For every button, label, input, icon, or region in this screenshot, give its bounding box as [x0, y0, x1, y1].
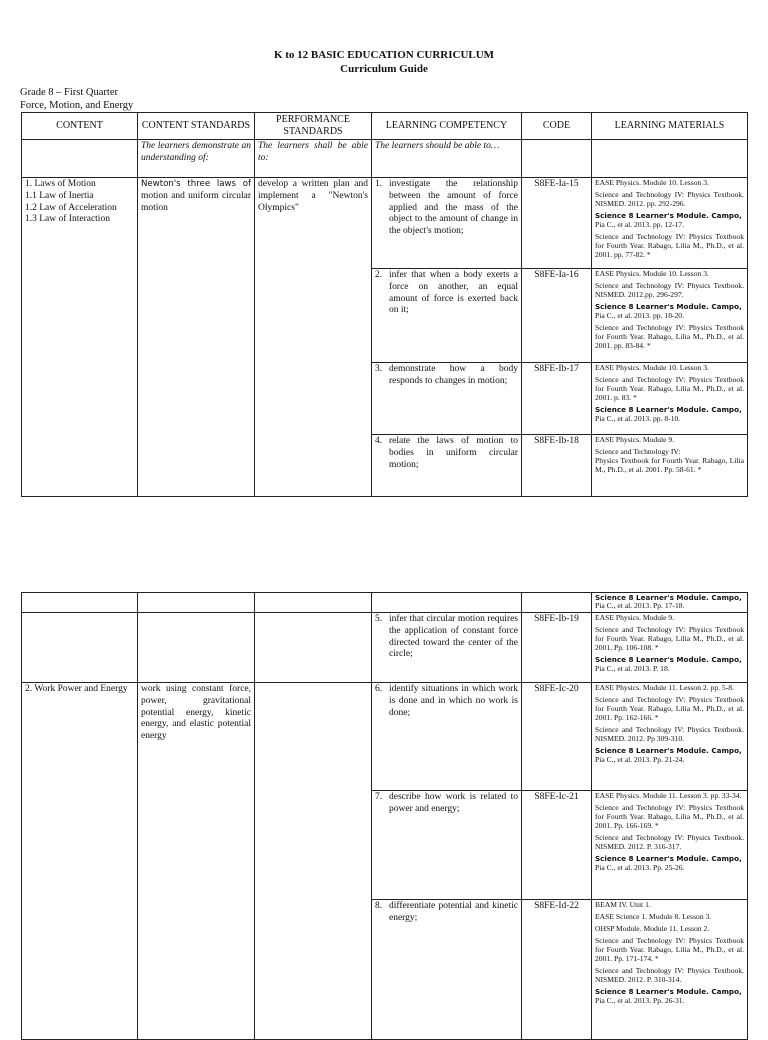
material-entry: Pia C., et al. 2013. pp. 8-10.	[595, 413, 681, 423]
competency-cell	[372, 613, 522, 683]
competency-code: S8FE-Id-22	[522, 900, 592, 1040]
content-cell-work-power-energy: 2. Work Power and Energy	[22, 683, 138, 1040]
material-entry: Science 8 Learner's Module. Campo,	[595, 987, 742, 997]
competency-text: describe how work is related to power and energy;	[389, 792, 518, 815]
material-entry: Science and Technology IV: Physics Textbook. NISMED. 2012. P. 310-314.	[595, 966, 744, 985]
material-entry: Science and Technology IV: Physics Textbook. NISMED. 2012. Pp 309-310.	[595, 725, 744, 744]
material-entry: EASE Physics. Module 11. Lesson 3. pp. 33-34.	[595, 791, 742, 801]
content-standard-bold-text: Newton's three laws of	[141, 179, 251, 190]
competency-number: 3.	[375, 364, 383, 375]
curriculum-table-page2	[21, 592, 748, 1040]
material-entry: Science 8 Learner's Module. Campo,	[595, 405, 742, 415]
material-entry: Pia C., et al. 2013. pp. 12-17.	[595, 219, 685, 229]
competency-code: S8FE-Ib-19	[522, 613, 592, 683]
competency-number: 4.	[375, 436, 383, 447]
empty-cell	[372, 593, 522, 613]
competency-text: demonstrate how a body responds to changes in motion;	[389, 364, 518, 386]
materials-cell	[592, 683, 748, 791]
competency-text: infer that when a body exerts a force on another, an equal amount of force is exerted back on it;	[389, 270, 518, 316]
competency-code: S8FE-Ib-18	[522, 435, 592, 497]
intro-content-cell	[22, 140, 138, 178]
material-entry: Science and Technology IV: Physics Textbook. NISMED. 2012.pp. 296-297.	[595, 281, 744, 300]
material-entry: EASE Physics. Module 10. Lesson 3.	[595, 178, 709, 188]
content-item: 1.1 Law of Inertia	[25, 190, 94, 201]
material-entry: Science and Technology IV: Physics Textbook for Fourth Year. Rabago, Lilia M., Ph.D., et al. 2001. Pp. 162-166. *	[595, 695, 744, 723]
material-entry: OHSP Module. Module 11. Lesson 2.	[595, 924, 710, 934]
material-entry: Science and Technology IV: Physics Textbook. NISMED. 2012. pp. 292-296.	[595, 190, 744, 209]
material-entry: EASE Physics. Module 11. Lesson 2. pp. 5-8.	[595, 683, 734, 693]
curriculum-table-page1	[21, 112, 748, 497]
material-entry: Science 8 Learner's Module. Campo,	[595, 211, 742, 221]
col-header-learning-materials: LEARNING MATERIALS	[592, 113, 748, 140]
material-entry: Pia C., et al. 2013. Pp. 17-18.	[595, 601, 685, 611]
empty-cell	[255, 613, 372, 683]
competency-code: S8FE-Ic-20	[522, 683, 592, 791]
content-item: 1.2 Law of Acceleration	[25, 202, 117, 213]
intro-materials-cell	[592, 140, 748, 178]
material-entry: Pia C., et al. 2013. pp. 18-20.	[595, 310, 685, 320]
material-entry: Science and Technology IV: Physics Textbook for Fourth Year. Rabago, Lilia M., Ph.D., et al. 2001. pp. 77-82. *	[595, 231, 744, 259]
material-entry: EASE Science 1. Module 8. Lesson 3.	[595, 912, 712, 922]
material-entry: Pia C., et al. 2013. Pp. 21-24.	[595, 754, 685, 764]
materials-cell	[592, 593, 748, 613]
empty-cell	[255, 593, 372, 613]
content-standards-cell: work using constant force, power, gravitational potential energy, kinetic energy, and elastic potential energy	[138, 683, 255, 1040]
content-standards-cell	[138, 178, 255, 497]
empty-cell	[22, 613, 138, 683]
competency-code: S8FE-Ia-16	[522, 269, 592, 363]
competency-cell	[372, 791, 522, 900]
col-header-content-standards: CONTENT STANDARDS	[138, 113, 255, 140]
content-standard-text: motion and uniform circular motion	[141, 190, 251, 213]
material-entry: Pia C., et al. 2013. Pp. 25-26.	[595, 862, 685, 872]
material-entry: Science and Technology IV:	[595, 447, 681, 457]
material-entry: BEAM IV. Unit 1.	[595, 900, 651, 910]
competency-number: 5.	[375, 614, 383, 625]
material-entry: Physics Textbook for Fourth Year. Rabago, Lilia M., Ph.D., et al. 2001. Pp. 58-61. *	[595, 456, 744, 475]
empty-cell	[522, 593, 592, 613]
content-item: 1.3 Law of Interaction	[25, 214, 110, 225]
competency-text: differentiate potential and kinetic energy;	[389, 901, 518, 924]
performance-standard-cell: develop a written plan and implement a "Newton's Olympics"	[255, 178, 372, 497]
competency-code: S8FE-Ic-21	[522, 791, 592, 900]
material-entry: EASE Physics. Module 10. Lesson 3.	[595, 269, 709, 279]
material-entry: Pia C., et al. 2013. P. 18.	[595, 663, 670, 673]
material-entry: Science and Technology IV: Physics Textbook. NISMED. 2012. P. 316-317.	[595, 833, 744, 852]
competency-code: S8FE-Ib-17	[522, 363, 592, 435]
competency-text: investigate the relationship between the amount of force applied and the mass of the object to the amount of change in the object's motion;	[389, 179, 518, 236]
material-entry: Science 8 Learner's Module. Campo,	[595, 302, 742, 312]
competency-number: 6.	[375, 684, 383, 695]
materials-cell	[592, 363, 748, 435]
col-header-content: CONTENT	[22, 113, 138, 140]
materials-cell	[592, 269, 748, 363]
competency-cell	[372, 178, 522, 269]
content-item: 1. Laws of Motion	[25, 179, 96, 190]
competency-text: infer that circular motion requires the application of constant force directed toward the center of the circle;	[389, 614, 518, 660]
intro-learning-competency: The learners should be able to…	[372, 140, 522, 178]
materials-cell	[592, 613, 748, 683]
empty-cell	[138, 613, 255, 683]
competency-number: 8.	[375, 901, 383, 912]
competency-cell	[372, 900, 522, 1040]
material-entry: Science 8 Learner's Module. Campo,	[595, 854, 742, 864]
material-entry: Pia C., et al. 2013. Pp. 26-31.	[595, 995, 685, 1005]
material-entry: EASE Physics. Module 10. Lesson 3.	[595, 363, 709, 373]
material-entry: Science and Technology IV: Physics Textbook for Fourth Year. Rabago, Lilia M., Ph.D., et al. 2001. p. 83. *	[595, 375, 744, 403]
material-entry: Science 8 Learner's Module. Campo,	[595, 593, 742, 602]
competency-cell	[372, 363, 522, 435]
performance-standard-cell	[255, 683, 372, 1040]
document-subtitle: Curriculum Guide	[340, 63, 428, 75]
topic-label: Force, Motion, and Energy	[20, 100, 134, 111]
material-entry: Science and Technology IV: Physics Textbook for Fourth Year. Rabago, Lilia M., Ph.D., et al. 2001. Pp. 171-174. *	[595, 936, 744, 964]
material-entry: Science 8 Learner's Module. Campo,	[595, 655, 742, 665]
materials-cell	[592, 178, 748, 269]
competency-cell	[372, 269, 522, 363]
document-title: K to 12 BASIC EDUCATION CURRICULUM	[273, 49, 495, 61]
material-entry: Science 8 Learner's Module. Campo,	[595, 746, 742, 756]
material-entry: EASE Physics. Module 9.	[595, 613, 675, 623]
intro-content-standards: The learners demonstrate an understanding of:	[138, 140, 255, 178]
competency-text: relate the laws of motion to bodies in uniform circular motion;	[389, 436, 518, 470]
empty-cell	[138, 593, 255, 613]
competency-cell	[372, 683, 522, 791]
intro-performance-standards: The learners shall be able to:	[255, 140, 372, 178]
materials-cell	[592, 435, 748, 497]
intro-code-cell	[522, 140, 592, 178]
materials-cell	[592, 900, 748, 1040]
content-cell-laws-of-motion	[22, 178, 138, 497]
col-header-code: CODE	[522, 113, 592, 140]
materials-cell	[592, 791, 748, 900]
competency-text: identify situations in which work is done and in which no work is done;	[389, 684, 518, 718]
competency-number: 1.	[375, 179, 383, 190]
material-entry: Science and Technology IV: Physics Textbook for Fourth Year. Rabago, Lilia M., Ph.D., et al. 2001. Pp. 166-169. *	[595, 803, 744, 831]
col-header-performance-standards: PERFORMANCE STANDARDS	[255, 113, 372, 140]
col-header-learning-competency: LEARNING COMPETENCY	[372, 113, 522, 140]
competency-number: 2.	[375, 270, 383, 281]
grade-label: Grade 8 – First Quarter	[20, 87, 118, 98]
material-entry: Science and Technology IV: Physics Textbook for Fourth Year. Rabago, Lilia M., Ph.D., et al. 2001. Pp. 106-108. *	[595, 625, 744, 653]
competency-cell	[372, 435, 522, 497]
competency-number: 7.	[375, 792, 383, 803]
empty-cell	[22, 593, 138, 613]
material-entry: Science and Technology IV: Physics Textbook for Fourth Year. Rabago, Lilia M., Ph.D., et al. 2001. pp. 83-84. *	[595, 322, 744, 350]
material-entry: EASE Physics. Module 9.	[595, 435, 675, 445]
competency-code: S8FE-Ia-15	[522, 178, 592, 269]
